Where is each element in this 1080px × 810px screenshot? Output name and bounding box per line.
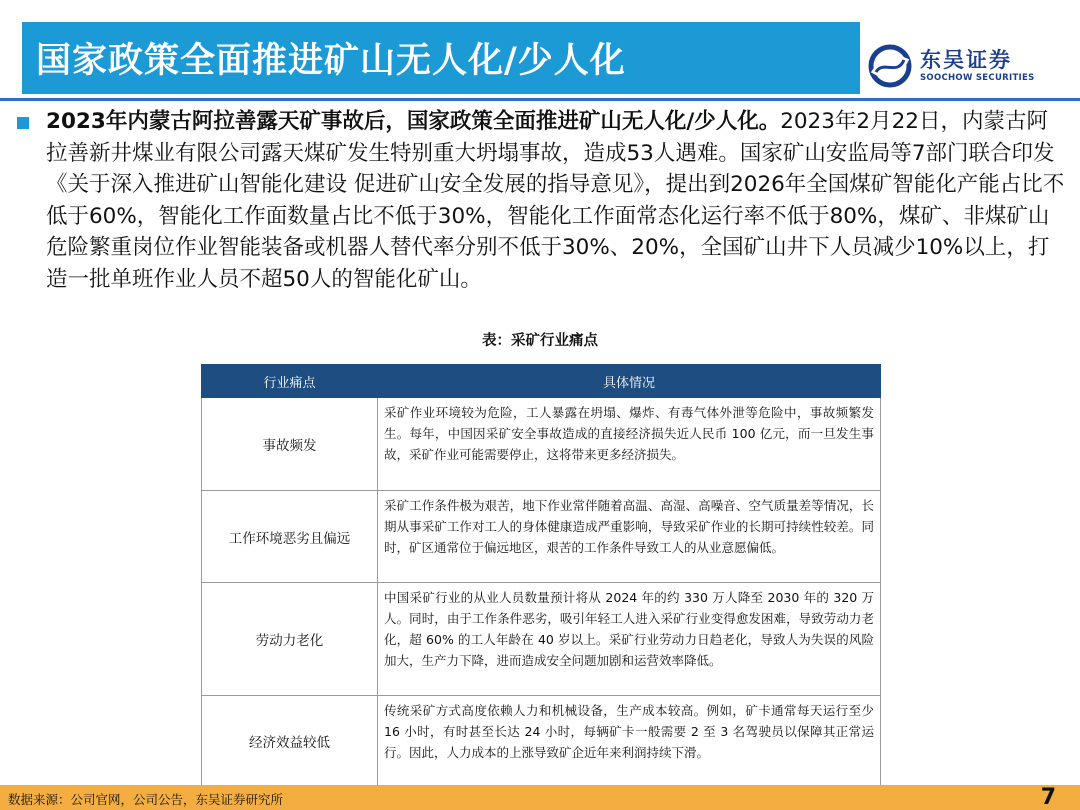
logo-name-cn: 东吴证券 <box>920 48 1012 72</box>
title-bar <box>22 22 860 94</box>
body-paragraph <box>46 106 1066 295</box>
soochow-logo-icon <box>868 44 912 88</box>
page-title: 国家政策全面推进矿山无人化/少人化 <box>36 41 626 81</box>
detail-cell: 传统采矿方式高度依赖人力和机械设备，生产成本较高。例如，矿卡通常每天运行至少 16 小时，有时甚至长达 24 小时，每辆矿卡一般需要 2 至 3 名驾驶员以保障其正常运行。因此，人力成本的上涨导致矿企近年来利润持续下滑。 <box>378 696 881 787</box>
table-header-issue: 行业痛点 <box>202 365 378 398</box>
body-text: 2023年2月22日，内蒙古阿拉善新井煤业有限公司露天煤矿发生特别重大坍塌事故，造成53人遇难。国家矿山安监局等7部门联合印发《关于深入推进矿山智能化建设 促进矿山安全发展的指导意见》，提出到2026年全国煤矿智能化产能占比不低于60%，智能化工作面数量占比不低于30%，智能化工作面常态化运行率不低于80%，煤矿、非煤矿山危险繁重岗位作业智能装备或机器人替代率分别不低于30%、20%，全国矿山井下人员减少10%以上，打造一批单班作业人员不超50人的智能化矿山。 <box>46 109 1065 292</box>
source-note: 数据来源：公司官网，公司公告，东吴证券研究所 <box>8 792 284 807</box>
issue-cell: 劳动力老化 <box>202 583 378 696</box>
table-row <box>202 398 881 491</box>
table-header-row <box>202 365 881 398</box>
pain-points-table <box>201 364 881 787</box>
table-row <box>202 696 881 787</box>
table-header-detail: 具体情况 <box>378 365 881 398</box>
detail-cell: 中国采矿行业的从业人员数量预计将从 2024 年的约 330 万人降至 2030 年的 320 万人。同时，由于工作条件恶劣，吸引年轻工人进入采矿行业变得愈发困难，导致劳动力老化，超 60% 的工人年龄在 40 岁以上。采矿行业劳动力日趋老化，导致人为失误的风险加大，生产力下降，进而造成安全问题加剧和运营效率降低。 <box>378 583 881 696</box>
page-number: 7 <box>1040 785 1056 810</box>
lead-sentence: 2023年内蒙古阿拉善露天矿事故后，国家政策全面推进矿山无人化/少人化。 <box>46 109 781 134</box>
table-row <box>202 583 881 696</box>
table-caption: 表：采矿行业痛点 <box>482 333 598 349</box>
header-divider <box>0 98 1080 101</box>
issue-cell: 经济效益较低 <box>202 696 378 787</box>
square-bullet-icon <box>17 117 29 129</box>
detail-cell: 采矿作业环境较为危险，工人暴露在坍塌、爆炸、有毒气体外泄等危险中，事故频繁发生。每年，中国因采矿安全事故造成的直接经济损失近人民币 100 亿元，而一旦发生事故，采矿作业可能需要停止，这将带来更多经济损失。 <box>378 398 881 491</box>
table-row <box>202 491 881 583</box>
detail-cell: 采矿工作条件极为艰苦，地下作业常伴随着高温、高湿、高噪音、空气质量差等情况，长期从事采矿工作对工人的身体健康造成严重影响，导致采矿作业的长期可持续性较差。同时，矿区通常位于偏远地区，艰苦的工作条件导致工人的从业意愿偏低。 <box>378 491 881 583</box>
issue-cell: 工作环境恶劣且偏远 <box>202 491 378 583</box>
brand-logo <box>868 42 1068 90</box>
logo-name-en: SOOCHOW SECURITIES <box>920 73 1035 83</box>
issue-cell: 事故频发 <box>202 398 378 491</box>
